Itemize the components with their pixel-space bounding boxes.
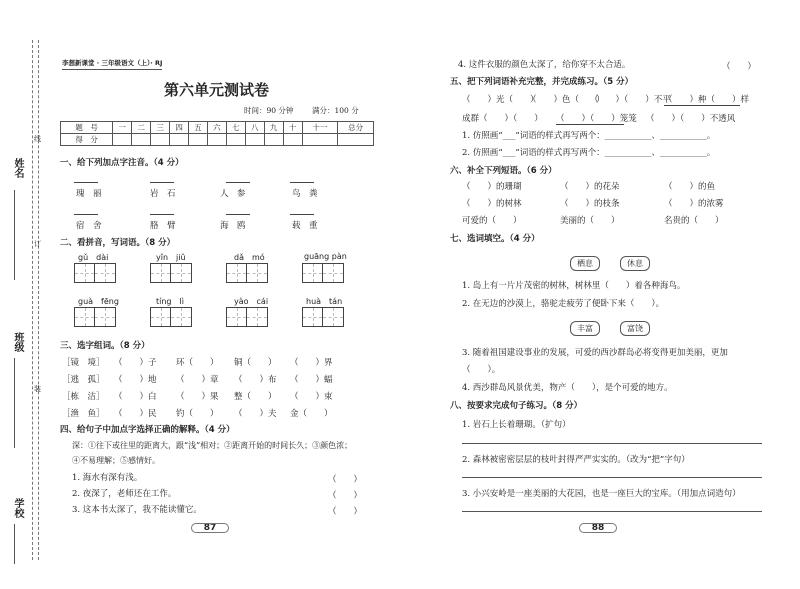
q2-pinyin: yǐn jiǔ — [156, 253, 186, 262]
q2-grid[interactable] — [226, 307, 268, 327]
q1-word: 人 参 — [220, 189, 246, 199]
q8-answer-line[interactable] — [462, 477, 762, 478]
q7-word-option: 休息 — [620, 256, 650, 271]
q2-grid[interactable] — [74, 307, 116, 327]
q8-sentence: 2. 森林被密密层层的枝叶封得严严实实的。（改为“把”字句） — [462, 455, 690, 465]
q2-grid[interactable] — [150, 263, 192, 283]
score-header-cell: 七 — [226, 122, 245, 134]
q1-blank[interactable] — [290, 214, 314, 215]
q5-word[interactable]: （ ）（ ）笼笼 — [556, 114, 637, 124]
q7-word-option: 丰富 — [570, 321, 600, 336]
q1-blank[interactable] — [150, 182, 174, 183]
q3-item[interactable]: （ ）子 — [114, 358, 157, 368]
q7-sentence[interactable]: 2. 在无边的沙漠上，骆驼走疲劳了便卧下来（ ）。 — [462, 299, 665, 309]
q5-word[interactable]: 成群（ ）（ ） — [462, 114, 543, 124]
q2-pinyin: dǎ mó — [234, 253, 265, 262]
class-label: 班级 — [12, 332, 23, 352]
q1-blank[interactable] — [150, 214, 174, 215]
q2-pinyin: guà fēng — [78, 297, 119, 306]
q5-word[interactable]: （ ）种（ ）样 — [664, 95, 750, 105]
score-header-cell: 二 — [132, 122, 151, 134]
page-number-right: 88 — [585, 521, 611, 535]
cut-line — [32, 40, 33, 560]
score-header-cell: 一 — [113, 122, 132, 134]
series-label: 李想新课堂 · 三年级语文（上）· RJ — [62, 60, 162, 70]
q3-item[interactable]: （ ）地 — [114, 375, 157, 385]
q8-sentence: 1. 岩石上长着珊瑚。（扩句） — [462, 420, 571, 430]
score-cell[interactable] — [170, 134, 189, 146]
q5-word[interactable]: （ ）光（ ） — [462, 95, 539, 105]
q1-blank[interactable] — [290, 182, 314, 183]
score-header-cell: 六 — [207, 122, 226, 134]
q4-item: 1. 海水有深有浅。 — [72, 473, 143, 483]
q7-word-option: 富饶 — [620, 321, 650, 336]
q1-word: 宿 舍 — [76, 221, 102, 231]
score-header-cell: 十一 — [302, 122, 338, 134]
score-cell[interactable] — [226, 134, 245, 146]
q2-pinyin: guāng pàn — [304, 252, 347, 261]
score-cell[interactable] — [207, 134, 226, 146]
q3-group: ［栋 洁］ — [62, 392, 105, 402]
q3-item[interactable]: （ ）蝠 — [290, 375, 333, 385]
score-header-cell: 三 — [151, 122, 170, 134]
q6-phrase[interactable]: （ ）的鱼 — [664, 182, 716, 192]
score-header-cell: 总分 — [338, 122, 374, 134]
q2-grid[interactable] — [74, 263, 116, 283]
binding-strip — [0, 40, 50, 560]
score-cell[interactable] — [264, 134, 283, 146]
school-blank[interactable] — [14, 524, 15, 564]
q1-title: 一、给下列加点字注音。（4 分） — [60, 158, 184, 168]
q6-phrase[interactable]: （ ）的珊瑚 — [462, 182, 522, 192]
q3-item[interactable]: 金（ ） — [290, 409, 333, 419]
q7-sentence-cont[interactable]: （ ）。 — [462, 365, 501, 375]
q3-group: ［镜 境］ — [62, 358, 105, 368]
q7-word-option: 栖息 — [570, 256, 600, 271]
q3-title: 三、选字组词。（8 分） — [60, 341, 150, 351]
exam-time: 时间：90 分钟 — [244, 106, 294, 115]
q4-item-4: 4. 这件衣服的颜色太深了，给你穿不太合适。 — [458, 60, 631, 70]
q5-word[interactable]: （ ）（ ）不平 — [590, 95, 671, 105]
q2-grid[interactable] — [226, 263, 268, 283]
answer-paren[interactable]: （ ） — [328, 507, 363, 517]
score-header-cell: 五 — [189, 122, 208, 134]
name-label: 姓名 — [12, 158, 23, 178]
score-cell[interactable] — [245, 134, 264, 146]
score-header-row — [61, 122, 374, 134]
cut-char-3: 装 — [34, 385, 41, 393]
q2-pinyin: yào cái — [234, 297, 269, 306]
q5-underline-mark — [556, 124, 624, 125]
q1-word: 胳 臂 — [150, 221, 176, 231]
q2-grid[interactable] — [302, 307, 344, 327]
score-cell[interactable] — [189, 134, 208, 146]
q3-item[interactable]: （ ）布 — [234, 375, 277, 385]
q6-phrase[interactable]: 美丽的（ ） — [560, 216, 620, 226]
q3-group: ［逃 孤］ — [62, 375, 105, 385]
q1-word: 鸟 粪 — [292, 189, 318, 199]
answer-paren[interactable]: （ ） — [328, 475, 363, 485]
score-cell[interactable] — [132, 134, 151, 146]
q4-item: 2. 夜深了，老师还在工作。 — [72, 489, 177, 499]
q6-phrase[interactable]: 名贵的（ ） — [664, 216, 724, 226]
q2-pinyin: gǔ dài — [78, 253, 109, 262]
score-header-cell: 八 — [245, 122, 264, 134]
q4-definition-cont: ④不易理解；⑤感情好。 — [72, 456, 160, 465]
q6-title: 六、补全下列短语。（6 分） — [450, 166, 557, 176]
q3-item[interactable]: 铜（ ） — [234, 358, 277, 368]
class-blank[interactable] — [14, 358, 15, 448]
q6-phrase[interactable]: （ ）的浓雾 — [664, 199, 724, 209]
q2-grid[interactable] — [302, 263, 344, 283]
q4-item: 3. 这本书太深了，我不能读懂它。 — [72, 505, 202, 515]
score-cell[interactable] — [113, 134, 132, 146]
q2-pinyin: tíng lì — [156, 297, 184, 306]
q7-sentence[interactable]: 1. 岛上有一片片茂密的树林，树林里（ ）着各种海鸟。 — [462, 281, 686, 291]
q1-word: 岩 石 — [150, 189, 176, 199]
q1-blank[interactable] — [226, 182, 250, 183]
q5-underline-mark — [664, 105, 740, 106]
q8-answer-line[interactable] — [462, 511, 762, 512]
cut-char-2: 订 — [34, 240, 41, 248]
q6-phrase[interactable]: （ ）的花朵 — [560, 182, 620, 192]
q7-sentence[interactable]: 4. 西沙群岛风景优美，物产（ ），是个可爱的地方。 — [462, 383, 673, 393]
q6-phrase[interactable]: （ ）的树林 — [462, 199, 522, 209]
answer-paren[interactable]: （ ） — [722, 62, 757, 72]
score-table — [60, 121, 374, 146]
q3-item[interactable]: （ ）章 — [176, 375, 219, 385]
q3-item[interactable]: （ ）白 — [114, 392, 157, 402]
q3-item[interactable]: （ ）束 — [290, 392, 333, 402]
q3-item[interactable]: （ ）夫 — [234, 409, 277, 419]
score-cell[interactable] — [151, 134, 170, 146]
q1-blank[interactable] — [74, 214, 98, 215]
q3-item[interactable]: （ ）民 — [114, 409, 157, 419]
score-header-cell: 题 号 — [61, 122, 113, 134]
answer-paren[interactable]: （ ） — [328, 491, 363, 501]
q3-item[interactable]: （ ）果 — [176, 392, 219, 402]
page-number-left: 87 — [197, 521, 223, 535]
school-label: 学校 — [12, 498, 23, 518]
q8-title: 八、按要求完成句子练习。（8 分） — [450, 401, 583, 411]
q8-sentence: 3. 小兴安岭是一座美丽的大花园，也是一座巨大的宝库。（用加点词造句） — [462, 489, 741, 499]
q4-definition: 深：①往下或往里的距离大，跟“浅”相对；②距离开始的时间长久；③颜色浓； — [72, 441, 353, 450]
exam-score: 满分：100 分 — [312, 106, 359, 115]
q2-grid[interactable] — [150, 307, 192, 327]
q1-blank[interactable] — [226, 214, 250, 215]
score-row-label: 得 分 — [61, 134, 113, 146]
q3-item[interactable]: 整（ ） — [234, 392, 277, 402]
q7-title: 七、选词填空。（4 分） — [450, 234, 540, 244]
q6-phrase[interactable]: 可爱的（ ） — [462, 216, 522, 226]
q5-title: 五、把下列词语补充完整，并完成练习。（5 分） — [450, 77, 634, 87]
q7-sentence: 3. 随着祖国建设事业的发展，可爱的西沙群岛必将变得更加美丽，更加 — [462, 348, 728, 358]
score-value-row — [61, 134, 374, 146]
score-header-cell: 九 — [264, 122, 283, 134]
q3-item[interactable]: 环（ ） — [176, 358, 219, 368]
q3-item[interactable]: 钓（ ） — [176, 409, 219, 419]
q2-pinyin: huà tán — [306, 297, 343, 306]
q1-word: 海 鸥 — [220, 221, 246, 231]
score-header-cell: 四 — [170, 122, 189, 134]
cut-char-1: 线 — [34, 135, 41, 143]
q6-phrase[interactable]: （ ）的枝条 — [560, 199, 620, 209]
score-cell[interactable] — [338, 134, 374, 146]
q2-title: 二、看拼音，写词语。（8 分） — [60, 238, 176, 248]
q8-answer-line[interactable] — [462, 443, 762, 444]
q1-blank[interactable] — [74, 182, 98, 183]
q5-word[interactable]: （ ）色（ ） — [528, 95, 605, 105]
q1-word: 瑰 丽 — [76, 189, 102, 199]
q1-word: 载 重 — [292, 221, 318, 231]
score-cell[interactable] — [283, 134, 302, 146]
q5-sentence[interactable]: 1. 仿照画“___”词语的样式再写两个：___________、___________。 — [462, 131, 716, 141]
score-cell[interactable] — [302, 134, 338, 146]
q3-item[interactable]: （ ）界 — [290, 358, 333, 368]
q3-group: ［渔 鱼］ — [62, 409, 105, 419]
q4-title: 四、给句子中加点字选择正确的解释。（4 分） — [60, 425, 235, 435]
score-header-cell: 十 — [283, 122, 302, 134]
q5-word[interactable]: （ ）（ ）不透风 — [646, 114, 736, 124]
name-blank[interactable] — [14, 190, 15, 280]
fold-line — [38, 40, 39, 560]
page-title: 第六单元测试卷 — [164, 81, 270, 99]
q5-sentence[interactable]: 2. 仿照画“___”词语的样式再写两个：___________、___________。 — [462, 148, 716, 158]
